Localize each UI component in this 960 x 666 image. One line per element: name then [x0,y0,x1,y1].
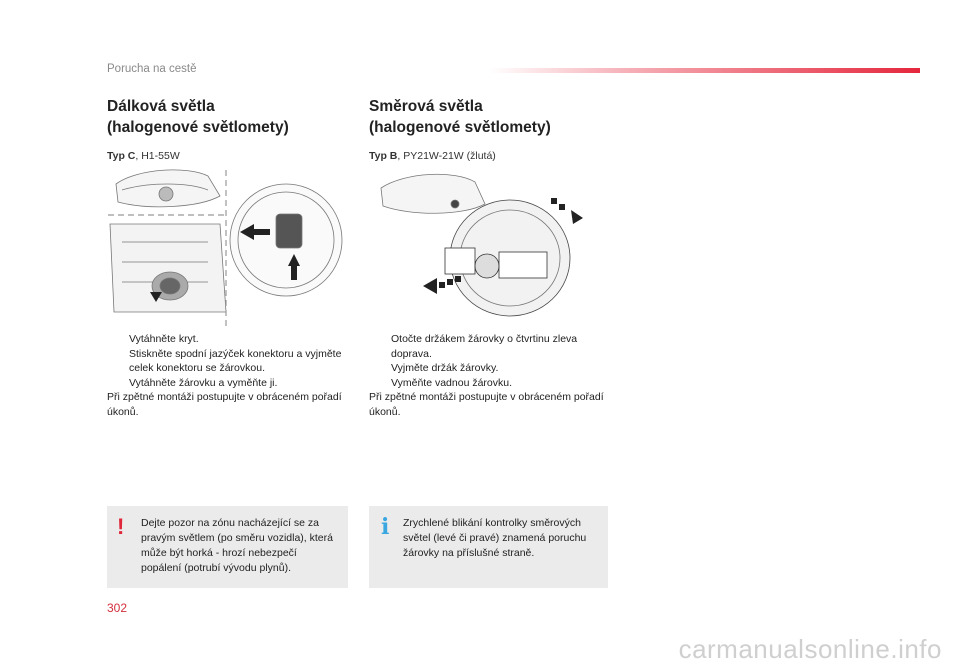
watermark: carmanualsonline.info [678,634,942,664]
step-text: Vytáhněte žárovku a vyměňte ji. [129,376,278,389]
warning-icon: ! [117,514,125,539]
section-high-beam [107,96,357,162]
step-item [369,376,604,391]
page-header-title: Porucha na cestě [107,63,197,75]
warning-box [107,506,348,588]
step-item [369,332,604,361]
reassembly-note: Při zpětné montáži postupujte v obráceném pořadí úkonů. [369,391,604,418]
section-turn-signals [369,96,619,162]
step-item [107,332,347,347]
reassembly-note: Při zpětné montáži postupujte v obráceném pořadí úkonů. [107,391,342,418]
turn-signal-illustration [375,168,600,320]
warning-text: Dejte pozor na zónu nacházející se za pravým světlem (po směru vozidla), která může být horká - hrozí nebezpečí popálení (potrubí vývodu plynů). [141,517,333,574]
bulb-type-value: , PY21W-21W (žlutá) [397,150,496,162]
step-item [369,361,604,376]
step-text: Vyměňte vadnou žárovku. [391,376,513,389]
step-item [107,376,347,391]
bulb-type-label: Typ C [107,150,136,162]
bulb-type [107,150,357,162]
section-title: Dálková světla (halogenové světlomety) [107,98,289,136]
step-text: Stiskněte spodní jazýček konektoru a vyjměte celek konektoru se žárovkou. [129,347,342,374]
page-number: 302 [107,601,128,615]
section-title: Směrová světla (halogenové světlomety) [369,98,551,136]
info-box [369,506,608,588]
bulb-type-label: Typ B [369,150,398,162]
step-item [107,347,347,376]
bulb-type [369,150,619,162]
bulb-type-value: , H1-55W [135,150,180,162]
step-text: Vyjměte držák žárovky. [391,362,499,374]
step-text: Otočte držákem žárovky o čtvrtinu zleva doprava. [391,333,578,360]
high-beam-illustration [108,162,348,327]
header-accent-bar [490,68,920,73]
turn-signal-steps [369,332,604,419]
high-beam-steps [107,332,347,419]
info-text: Zrychlené blikání kontrolky směrových světel (levé či pravé) znamená poruchu žárovky na příslušné straně. [403,517,587,559]
step-text: Vytáhněte kryt. [129,333,199,345]
info-icon: i [381,514,390,540]
